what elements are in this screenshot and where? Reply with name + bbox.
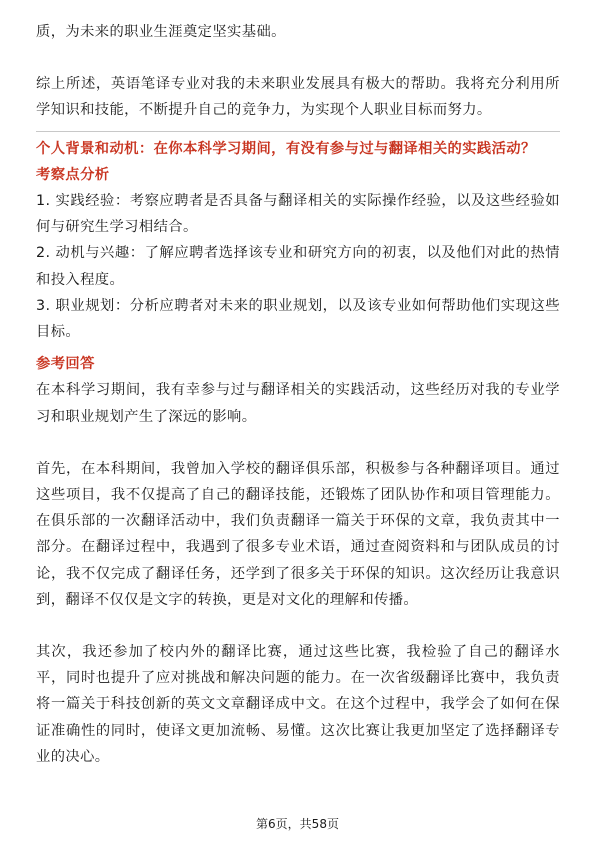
paragraph-gap — [36, 45, 560, 71]
analysis-point-3: 3. 职业规划：分析应聘者对未来的职业规划，以及该专业如何帮助他们实现这些目标。 — [36, 297, 560, 341]
intro-tail-paragraph: 质，为未来的职业生涯奠定坚实基础。 — [36, 24, 286, 40]
analysis-title: 考察点分析 — [36, 166, 110, 183]
analysis-point-1: 1. 实践经验：考察应聘者是否具备与翻译相关的实际操作经验，以及这些经验如何与研究生学习相结合。 — [36, 193, 560, 236]
answer-paragraph-1: 在本科学习期间，我有幸参与过与翻译相关的实践活动，这些经历对我的专业学习和职业规划产生了深远的影响。 — [36, 382, 560, 425]
summary-paragraph: 综上所述，英语笔译专业对我的未来职业发展具有极大的帮助。我将充分利用所学知识和技能，不断提升自己的竞争力，为实现个人职业目标而努力。 — [36, 76, 560, 119]
question-heading: 个人背景和动机：在你本科学习期间，有没有参与过与翻译相关的实践活动？ — [36, 140, 536, 157]
answer-paragraph-3: 其次，我还参加了校内外的翻译比赛，通过这些比赛，我检验了自己的翻译水平，同时也提升了应对挑战和解决问题的能力。在一次省级翻译比赛中，我负责将一篇关于科技创新的英文文章翻译成中文。在这个过程中，我学会了如何在保证准确性的同时，使译文更加流畅、易懂。这次比赛让我更加坚定了选择翻译专业的决心。 — [36, 644, 560, 765]
paragraph-gap — [36, 430, 560, 456]
page-content — [36, 19, 560, 770]
answer-paragraph-2: 首先，在本科期间，我曾加入学校的翻译俱乐部，积极参与各种翻译项目。通过这些项目，我不仅提高了自己的翻译技能，还锻炼了团队协作和项目管理能力。在俱乐部的一次翻译活动中，我们负责翻译一篇关于环保的文章，我负责其中一部分。在翻译过程中，我遇到了很多专业术语，通过查阅资料和与团队成员的讨论，我不仅完成了翻译任务，还学到了很多关于环保的知识。这次经历让我意识到，翻译不仅仅是文字的转换，更是对文化的理解和传播。 — [36, 460, 560, 608]
section-divider — [36, 131, 560, 132]
page-number-footer: 第6页，共58页 — [256, 817, 339, 831]
analysis-point-2: 2. 动机与兴趣：了解应聘者选择该专业和研究方向的初衷，以及他们对此的热情和投入程度。 — [36, 245, 560, 288]
paragraph-gap — [36, 613, 560, 639]
answer-title: 参考回答 — [36, 356, 95, 373]
